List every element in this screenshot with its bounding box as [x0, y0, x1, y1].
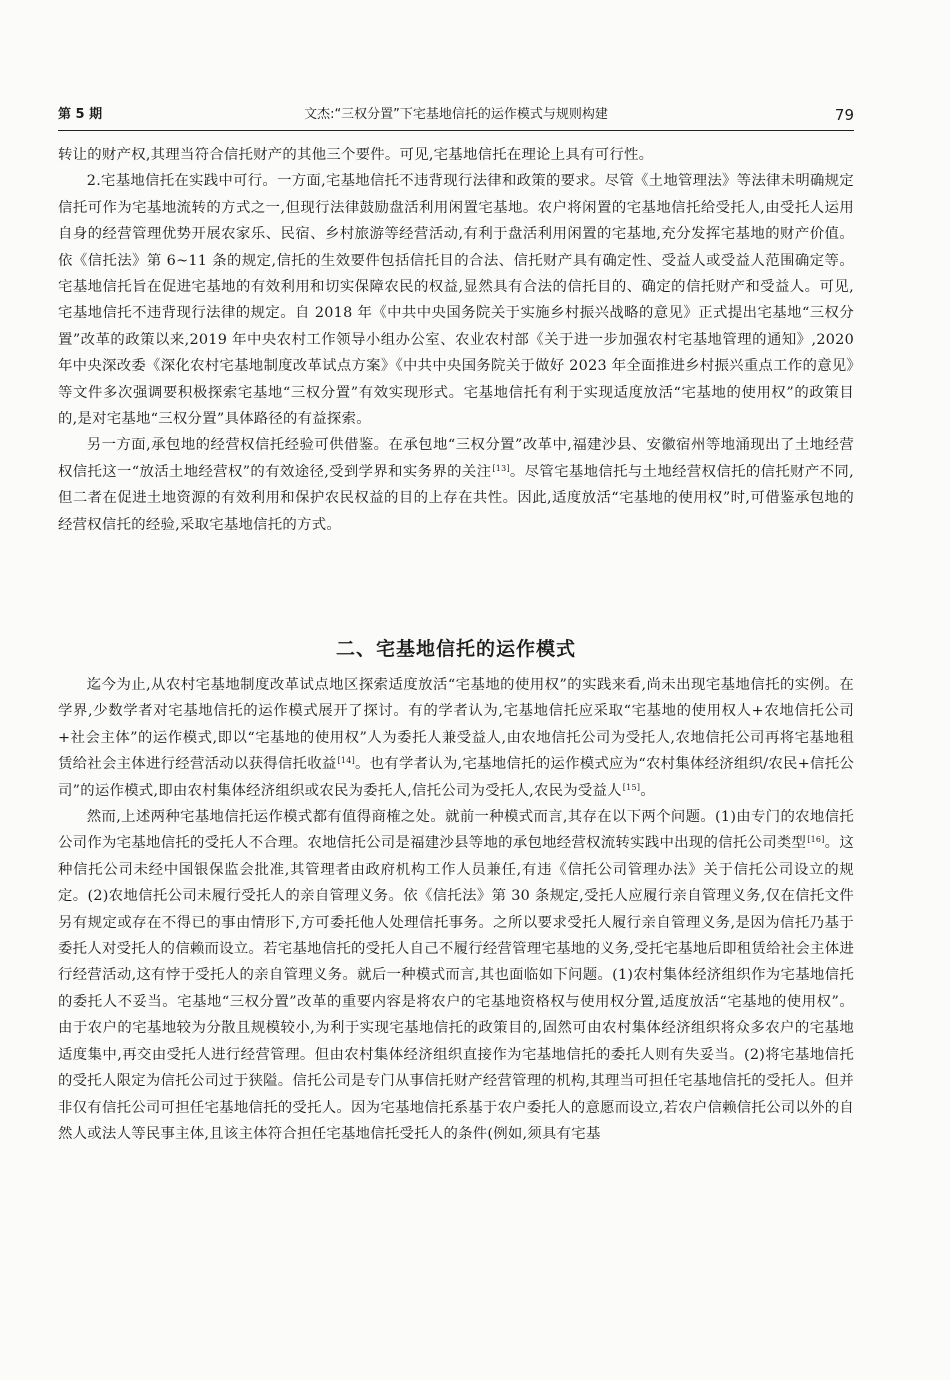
text-block-bottom — [58, 672, 854, 1147]
page-number: 79 — [834, 106, 854, 124]
paragraph — [58, 432, 854, 538]
paragraph-text: 迄今为止,从农村宅基地制度改革试点地区探索适度放活“宅基地的使用权”的实践来看,尚未出现宅基地信托的实例。在学界,少数学者对宅基地信托的运作模式展开了探讨。有的学者认为,宅基地信托应采取“宅基地的使用权人+农地信托公司+社会主体”的运作模式,即以“宅基地的使用权”人为委托人兼受益人,由农地信托公司为受托人,农地信托公司再将宅基地租赁给社会主体进行经营活动以获得信托收益 — [58, 677, 854, 773]
paragraph — [58, 804, 854, 1147]
section-heading: 二、宅基地信托的运作模式 — [335, 638, 576, 660]
paragraph-text: 。这种信托公司未经中国银保监会批准,其管理者由政府机构工作人员兼任,有违《信托公司管理办法》关于信托公司设立的规定。(2)农地信托公司未履行受托人的亲自管理义务。依《信托法》第 30 条规定,受托人应履行亲自管理义务,仅在信托文件另有规定或存在不得已的事由情形下,方可委托他人处理信托事务。之所以要求受托人履行亲自管理义务,是因为信托乃基于委托人对受托人的信赖而设立。若宅基地信托的受托人自己不履行经营管理宅基地的义务,受托宅基地后即租赁给社会主体进行经营活动,这有悖于受托人的亲自管理义务。就后一种模式而言,其也面临如下问题。(1)农村集体经济组织作为宅基地信托的委托人不妥当。宅基地“三权分置”改革的重要内容是将农户的宅基地资格权与使用权分置,适度放活“宅基地的使用权”。由于农户的宅基地较为分散且规模较小,为利于实现宅基地信托的政策目的,固然可由农村集体经济组织将众多农户的宅基地适度集中,再交由受托人进行经营管理。但由农村集体经济组织直接作为宅基地信托的委托人则有失妥当。(2)将宅基地信托的受托人限定为信托公司过于狭隘。信托公司是专门从事信托财产经营管理的机构,其理当可担任宅基地信托的受托人。但并非仅有信托公司可担任宅基地信托的受托人。因为宅基地信托系基于农户委托人的意愿而设立,若农户信赖信托公司以外的自然人或法人等民事主体,且该主体符合担任宅基地信托受托人的条件(例如,须具有宅基 — [58, 835, 854, 1142]
paragraph — [58, 672, 854, 804]
issue-number: 第 5 期 — [58, 107, 103, 122]
citation-13: [13] — [492, 463, 510, 473]
header-rule — [58, 130, 854, 131]
running-header — [58, 104, 854, 126]
paragraph: 转让的财产权,其理当符合信托财产的其他三个要件。可见,宅基地信托在理论上具有可行性。 — [58, 147, 654, 163]
paragraph-text: 。尽管宅基地信托与土地经营权信托的信托财产不同,但二者在促进土地资源的有效利用和保护农民权益的目的上存在共性。因此,适度放活“宅基地的使用权”时,可借鉴承包地的经营权信托的经验,采取宅基地信托的方式。 — [58, 463, 855, 533]
citation-16: [16] — [807, 835, 825, 845]
text-block-top — [58, 142, 854, 538]
paragraph-text: 。也有学者认为,宅基地信托的运作模式应为“农村集体经济组织/农民+信托公司”的运作模式,即由农村集体经济组织或农民为委托人,信托公司为受托人,农民为受益人 — [58, 756, 854, 799]
paragraph-text: 另一方面,承包地的经营权信托经验可供借鉴。在承包地“三权分置”改革中,福建沙县、安徽宿州等地涌现出了土地经营权信托这一“放活土地经营权”的有效途径,受到学界和实务界的关注 — [58, 437, 854, 480]
paragraph-text: 然而,上述两种宅基地信托运作模式都有值得商榷之处。就前一种模式而言,其存在以下两个问题。(1)由专门的农地信托公司作为宅基地信托的受托人不合理。农地信托公司是福建沙县等地的承包地经营权流转实践中出现的信托公司类型 — [58, 809, 854, 852]
paragraph: 2.宅基地信托在实践中可行。一方面,宅基地信托不违背现行法律和政策的要求。尽管《土地管理法》等法律未明确规定信托可作为宅基地流转的方式之一,但现行法律鼓励盘活利用闲置宅基地。农户将闲置的宅基地信托给受托人,由受托人运用自身的经营管理优势开展农家乐、民宿、乡村旅游等经营活动,有利于盘活利用闲置的宅基地,充分发挥宅基地的财产价值。依《信托法》第 6~11 条的规定,信托的生效要件包括信托目的合法、信托财产具有确定性、受益人或受益人范围确定等。宅基地信托旨在促进宅基地的有效利用和切实保障农民的权益,显然具有合法的信托目的、确定的信托财产和受益人。可见,宅基地信托不违背现行法律的规定。自 2018 年《中共中央国务院关于实施乡村振兴战略的意见》正式提出宅基地“三权分置”改革的政策以来,2019 年中央农村工作领导小组办公室、农业农村部《关于进一步加强农村宅基地管理的通知》,2020 年中央深改委《深化农村宅基地制度改革试点方案》《中共中央国务院关于做好 2023 年全面推进乡村振兴重点工作的意见》等文件多次强调要积极探索宅基地“三权分置”有效实现形式。宅基地信托有利于实现适度放活“宅基地的使用权”的政策目的,是对宅基地“三权分置”具体路径的有益探索。 — [58, 173, 854, 428]
citation-15: [15] — [622, 782, 641, 792]
citation-14: [14] — [337, 756, 355, 766]
running-title: 文杰:“三权分置”下宅基地信托的运作模式与规则构建 — [304, 107, 608, 122]
paragraph-text: 。 — [640, 782, 655, 799]
